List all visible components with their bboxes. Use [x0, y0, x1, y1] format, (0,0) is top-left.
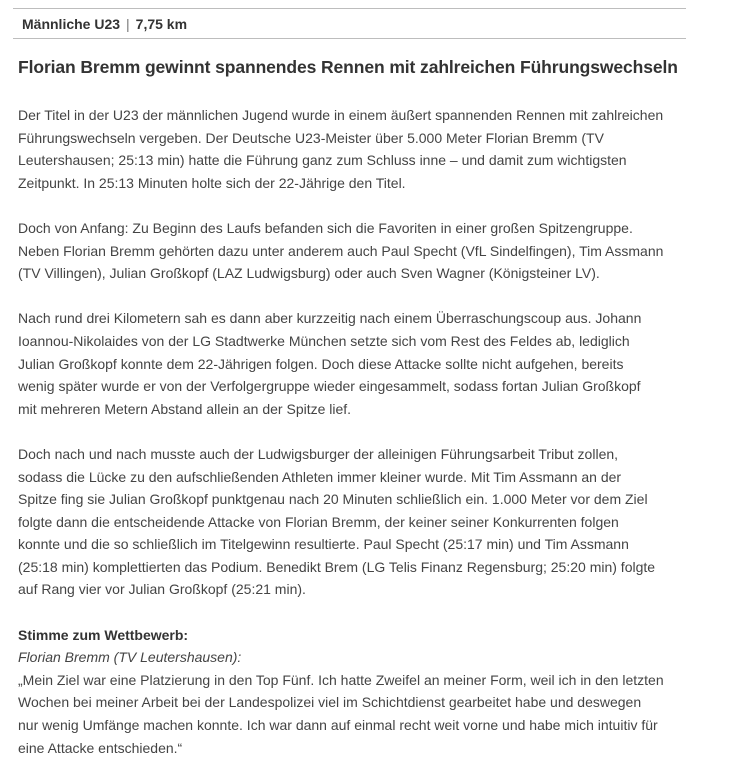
- paragraph-4: [18, 443, 718, 601]
- quote-author: Florian Bremm (TV Leutershausen):: [18, 649, 242, 666]
- text-line: (TV Villingen), Julian Großkopf (LAZ Ludwigsburg) oder auch Sven Wagner (Königsteiner LV).: [18, 265, 600, 282]
- paragraph-1: [18, 104, 718, 194]
- text-line: Ioannou-Nikolaides von der LG Stadtwerke München setzte sich vom Rest des Feldes ab, lediglich: [18, 332, 630, 349]
- text-line: Nach rund drei Kilometern sah es dann aber kurzzeitig nach einem Überraschungscoup aus. Johann: [18, 310, 642, 327]
- text-line: Zeitpunkt. In 25:13 Minuten holte sich der 22-Jährige den Titel.: [18, 174, 406, 191]
- article-headline: Florian Bremm gewinnt spannendes Rennen mit zahlreichen Führungswechseln: [18, 57, 678, 77]
- text-line: Doch nach und nach musste auch der Ludwigsburger der alleinigen Führungsarbeit Tribut zollen,: [18, 445, 619, 462]
- category-label: Männliche U23: [22, 15, 121, 32]
- text-line: konnte und die so schließlich im Titelgewinn resultierte. Paul Specht (25:17 min) und Tim Assmann: [18, 536, 629, 553]
- quote-line: Wochen bei meiner Arbeit bei der Landespolizei viel im Schichtdienst gearbeitet habe und deswegen: [18, 694, 642, 711]
- article-body: [18, 104, 718, 782]
- text-line: Leutershausen; 25:13 min) hatte die Führung ganz zum Schluss inne – und damit zum wichtigsten: [18, 152, 627, 169]
- text-line: Neben Florian Bremm gehörten dazu unter anderem auch Paul Specht (VfL Sindelfingen), Tim Assmann: [18, 242, 664, 259]
- text-line: auf Rang vier vor Julian Großkopf (25:21 min).: [18, 581, 306, 598]
- text-line: (25:18 min) komplettierten das Podium. Benedikt Brem (LG Telis Finanz Regensburg; 25:20 min) folgte: [18, 558, 656, 575]
- text-line: Führungswechseln vergeben. Der Deutsche U23-Meister über 5.000 Meter Florian Bremm (TV: [18, 129, 604, 146]
- paragraph-2: [18, 217, 718, 285]
- text-line: Julian Großkopf konnte dem 22-Jährigen folgen. Doch diese Attacke sollte nicht aufgehen, bereits: [18, 355, 624, 372]
- quote-block: [18, 624, 718, 760]
- text-line: wenig später wurde er von der Verfolgergruppe wieder eingesammelt, sodass fortan Julian Großkopf: [18, 378, 641, 395]
- quote-line: eine Attacke entschieden.“: [18, 739, 183, 756]
- quote-line: nur wenig Umfänge machen konnte. Ich war dann auf einmal recht weit vorne und habe mich intuitiv für: [18, 717, 658, 734]
- quote-line: „Mein Ziel war eine Platzierung in den Top Fünf. Ich hatte Zweifel an meiner Form, weil ich in den letzten: [18, 671, 664, 688]
- header-separator: |: [126, 15, 130, 32]
- text-line: mit mehreren Metern Abstand allein an der Spitze lief.: [18, 400, 352, 417]
- section-header: [13, 8, 686, 39]
- distance-label: 7,75 km: [135, 15, 188, 32]
- text-line: folgte dann die entscheidende Attacke von Florian Bremm, der keiner seiner Konkurrenten folgen: [18, 513, 619, 530]
- text-line: Doch von Anfang: Zu Beginn des Laufs befanden sich die Favoriten in einer großen Spitzengruppe.: [18, 219, 633, 236]
- text-line: Spitze fing sie Julian Großkopf punktgenau nach 20 Minuten schließlich ein. 1.000 Meter vor dem Ziel: [18, 491, 648, 508]
- text-line: Der Titel in der U23 der männlichen Jugend wurde in einem äußert spannenden Rennen mit zahlreichen: [18, 107, 664, 123]
- text-line: sodass die Lücke zu den aufschließenden Athleten immer kleiner wurde. Mit Tim Assmann an der: [18, 468, 622, 485]
- paragraph-3: [18, 307, 718, 420]
- quote-title: Stimme zum Wettbewerb:: [18, 626, 189, 643]
